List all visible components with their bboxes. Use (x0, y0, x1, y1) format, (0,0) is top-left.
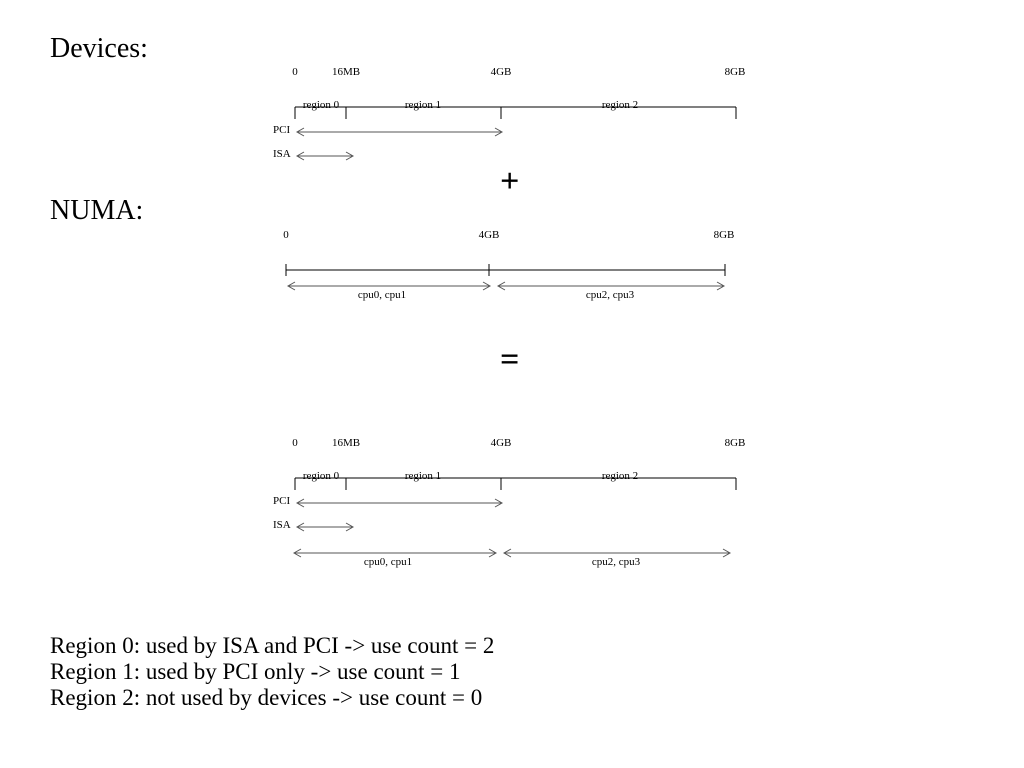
region-label: region 2 (601, 470, 639, 482)
conclusion-line: Region 1: used by PCI only -> use count = 1 (50, 659, 461, 684)
isa-bus-label: ISA (273, 148, 291, 160)
tick-label: 4GB (490, 66, 512, 78)
region-label: region 2 (601, 99, 639, 111)
numa-node-map-diagram (283, 229, 746, 309)
tick-label: 8GB (724, 66, 746, 78)
tick-label: 0 (292, 66, 298, 78)
devices-memory-map-diagram (273, 66, 755, 176)
numa-node-label: cpu2, cpu3 (591, 556, 641, 568)
region-label: region 0 (302, 470, 340, 482)
tick-label: 4GB (490, 437, 512, 449)
equals-operator: = (500, 341, 520, 378)
tick-label: 4GB (478, 229, 500, 241)
conclusion-line: Region 0: used by ISA and PCI -> use count = 2 (50, 633, 495, 658)
tick-label: 8GB (724, 437, 746, 449)
tick-label: 16MB (331, 66, 361, 78)
region-label: region 0 (302, 99, 340, 111)
isa-bus-label: ISA (273, 519, 291, 531)
numa-section-title: NUMA: (50, 195, 144, 226)
numa-node-label: cpu0, cpu1 (357, 289, 407, 301)
conclusion-line: Region 2: not used by devices -> use count = 0 (50, 685, 483, 710)
tick-label: 8GB (713, 229, 735, 241)
numa-node-label: cpu2, cpu3 (585, 289, 635, 301)
isa-bus-range-arrow (295, 521, 755, 535)
isa-bus-range-arrow (295, 150, 755, 164)
region-label: region 1 (404, 470, 442, 482)
pci-bus-range-arrow (295, 497, 755, 511)
devices-axis (295, 83, 755, 128)
numa-node-label: cpu0, cpu1 (363, 556, 413, 568)
combined-axis (295, 454, 755, 499)
tick-label: 16MB (331, 437, 361, 449)
pci-bus-range-arrow (295, 126, 755, 140)
plus-operator: + (500, 163, 520, 200)
combined-memory-map-diagram (273, 437, 755, 582)
tick-label: 0 (283, 229, 289, 241)
region-label: region 1 (404, 99, 442, 111)
numa-node-range-arrows (286, 280, 746, 294)
devices-section-title: Devices: (50, 33, 148, 64)
tick-label: 0 (292, 437, 298, 449)
pci-bus-label: PCI (273, 495, 291, 507)
numa-node-range-arrows (292, 547, 752, 561)
pci-bus-label: PCI (273, 124, 291, 136)
